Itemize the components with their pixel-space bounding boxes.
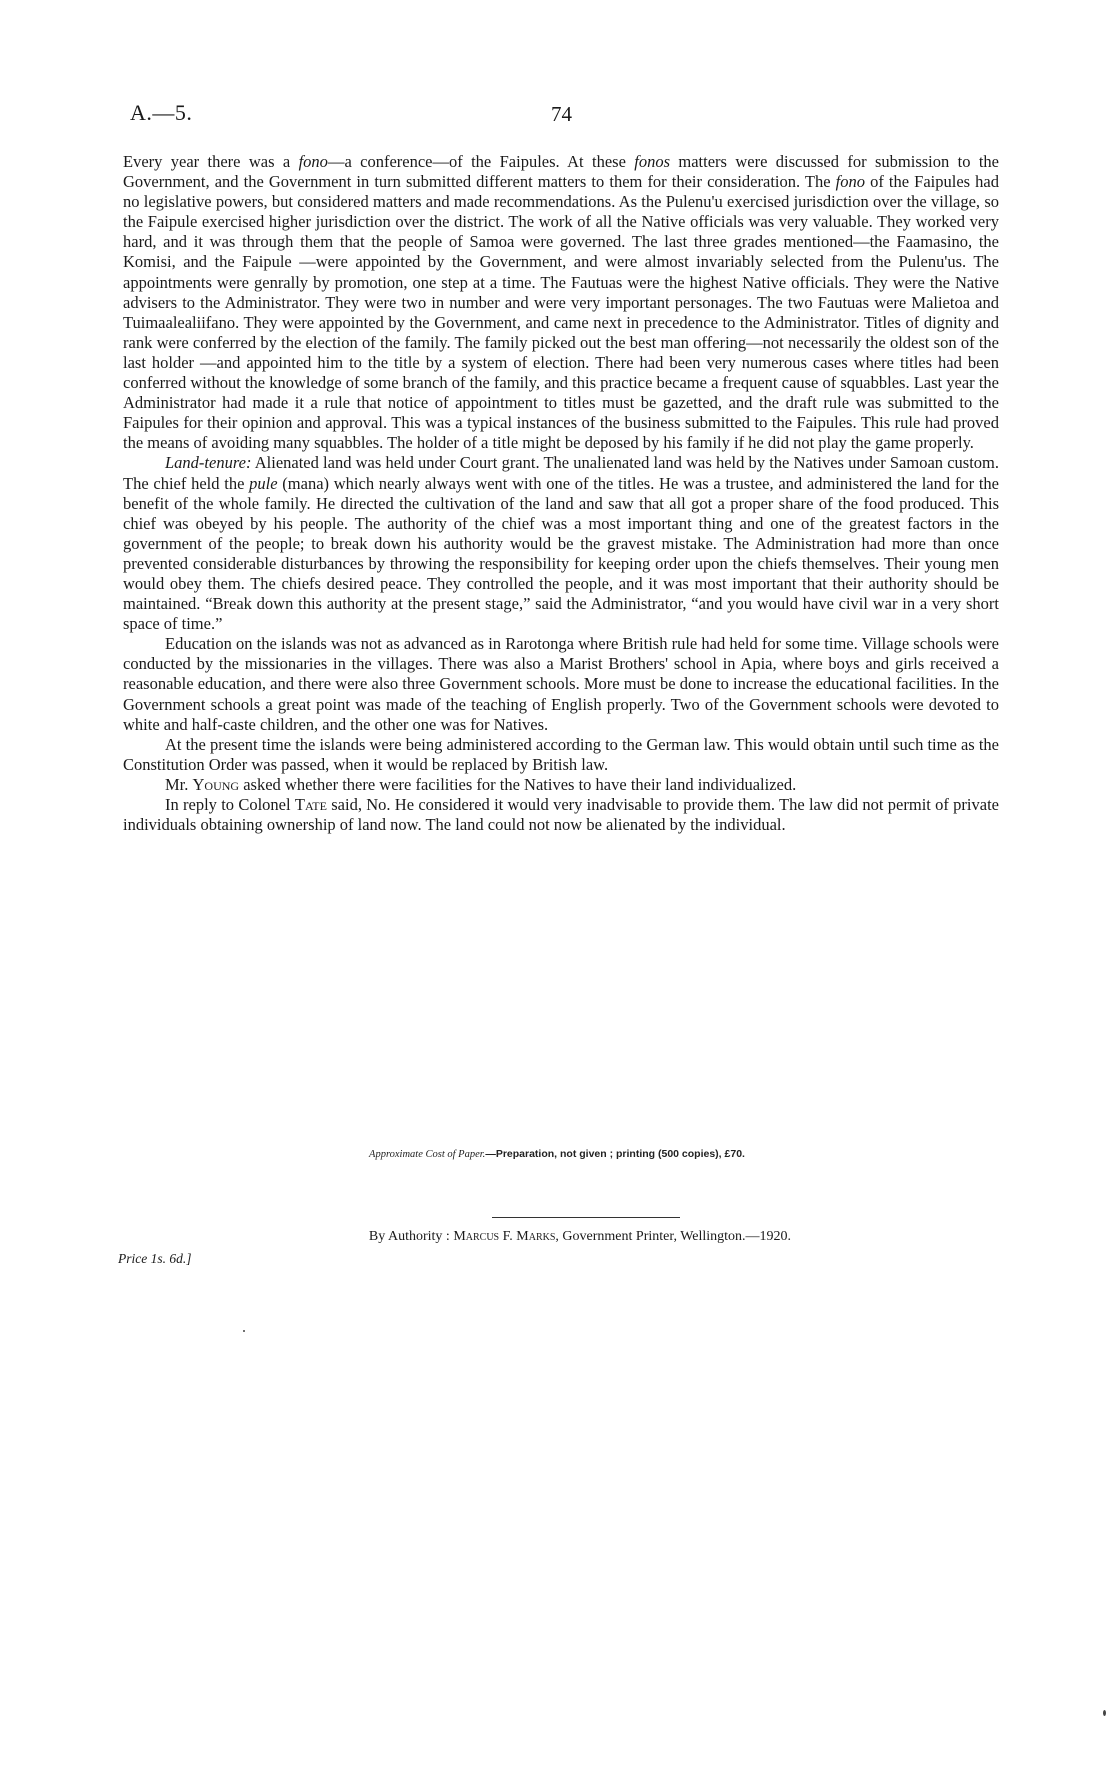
scan-speck <box>243 1330 245 1332</box>
paragraph-fono <box>123 152 999 453</box>
italic-term: fono <box>835 172 865 192</box>
cost-of-paper-note <box>0 1148 1114 1160</box>
text-run: Mr. <box>165 774 193 794</box>
text-run: (mana) which nearly always went with one of the titles. He was a trustee, and administered the land for the benefit of the whole family. He directed the cultivation of the land and saw that all got a proper share of the food produced. This chief was obeyed by his people. The authority of the chief was a most important thing and one of the greatest factors in the government of the people; to break down his authority would be the gravest mistake. The Administration had more than once prevented considerable disturbances by throwing the responsibility for keeping order upon the chiefs themselves. Their young men would obey them. The chiefs desired peace. They controlled the people, and it was most important that their authority should be maintained. “Break down this authority at the present stage,” said the Administrator, “and you would have civil war in a very short space of time.” <box>123 473 999 634</box>
italic-term: fonos <box>634 152 671 171</box>
text-run: of the Faipules had no legislative powers, but considered matters and made recommendations. As the Pulenu'u exercised jurisdiction over the village, so the Faipule exercised higher jurisdiction over the district. The work of all the Native officials was very valuable. They worked very hard, and it was through them that the people of Samoa were governed. The last three grades mentioned—the Faamasino, the Komisi, and the Faipule —were appointed by the Government, and were almost invariably selected from the Pulenu'us. The appointments were genrally by promotion, one step at a time. The Fautuas were the highest Native officials. They were the Native advisers to the Administrator. They were two in number and were very important personages. The two Fautuas were Malietoa and Tuimaalealiifano. They were appointed by the Government, and came next in precedence to the Administrator. Titles of dignity and rank were conferred by the election of the family. The family picked out the best man offering—not necessarily the oldest son of the last holder —and appointed him to the title by a system of election. There had been very numerous cases where titles had been conferred without the knowledge of some branch of the family, and this practice became a frequent cause of squabbles. Last year the Administrator had made it a rule that notice of appointment to titles must be gazetted, and the draft rule was submitted to the Faipules for their opinion and approval. This was a typical instances of the business submitted to the Faipules. This rule had proved the means of avoiding many squabbles. The holder of a title might be deposed by his family if he did not play the game properly. <box>123 172 1000 453</box>
text-run: matters were discussed for submission to the Government, and the Government in turn submitted different matters to them for their consideration. The <box>123 152 999 192</box>
text-run: said, No. He considered it would very inadvisable to provide them. The law did not permit of private individuals obtaining ownership of land now. The land could not now be alienated by the individual. <box>123 795 999 835</box>
body-text <box>123 152 999 835</box>
paragraph-education: Education on the islands was not as advanced as in Rarotonga where British rule had held for some time. Village schools were conducted by the missionaries in the villages. There was also a Marist Brothers' school in Apia, where boys and girls received a reasonable education, and there were also three Government schools. More must be done to increase the educational facilities. In the Government schools a great point was made of the teaching of English properly. Two of the Government schools were devoted to white and half-caste children, and the other one was for Natives. <box>123 634 999 734</box>
text-run: Every year there was a <box>123 152 299 171</box>
paragraph-german-law: At the present time the islands were being administered according to the German law. This would obtain until such time as the Constitution Order was passed, when it would be replaced by British law. <box>123 734 999 774</box>
text-run: —a conference—of the Faipules. At these <box>327 152 635 171</box>
speaker-name: Tate <box>294 795 327 814</box>
divider-rule <box>492 1217 680 1218</box>
printer-name: Marcus F. Marks <box>453 1229 556 1244</box>
page-number: 74 <box>551 102 572 126</box>
paragraph-land-tenure <box>123 453 999 634</box>
paragraph-tate-reply <box>123 795 999 835</box>
text-run: asked whether there were facilities for the Natives to have their land individualized. <box>239 774 797 794</box>
authority-suffix: , Government Printer, Wellington.—1920. <box>555 1229 792 1244</box>
price-note: Price 1s. 6d.] <box>118 1251 192 1266</box>
paragraph-young-question <box>123 775 999 795</box>
authority-prefix: By Authority : <box>368 1229 454 1244</box>
section-heading: Land-tenure: <box>165 453 252 473</box>
speaker-name: Young <box>192 774 240 794</box>
text-run: In reply to Colonel <box>165 795 295 814</box>
cost-text: —Preparation, not given ; printing (500 copies), £70. <box>485 1148 745 1160</box>
text-run: Alienated land was held under Court grant. The unalienated land was held by the Natives under Samoan custom. The chief held the <box>123 453 999 493</box>
italic-term: pule <box>249 473 278 493</box>
printer-authority-line <box>0 1229 1114 1245</box>
italic-term: fono <box>298 152 328 171</box>
document-reference: A.—5. <box>130 100 193 125</box>
scan-speck <box>1103 1710 1106 1716</box>
cost-label: Approximate Cost of Paper. <box>369 1149 486 1160</box>
